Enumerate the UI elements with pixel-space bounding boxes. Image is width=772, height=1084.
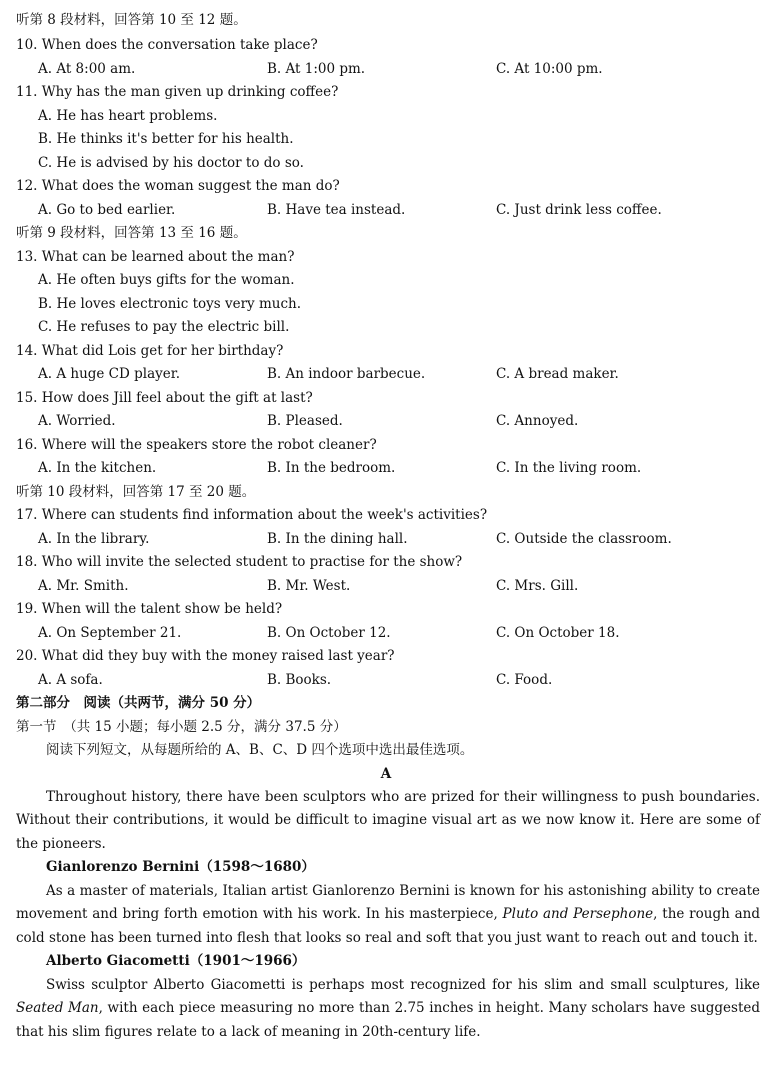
question-12-options	[38, 199, 760, 222]
bernini-paragraph	[16, 880, 760, 950]
q20-option-b: B. Books.	[267, 672, 332, 688]
question-20-stem: 20. What did they buy with the money raised last year?	[16, 648, 395, 664]
q18-option-c: C. Mrs. Gill.	[496, 578, 579, 594]
question-19-options	[38, 622, 760, 645]
q12-option-c: C. Just drink less coffee.	[496, 202, 662, 218]
giacometti-text-1: Swiss sculptor Alberto Giacometti is perhaps most recognized for his slim and small sculptures, like	[46, 977, 760, 993]
giacometti-work-title: Seated Man	[16, 1000, 99, 1017]
q17-option-b: B. In the dining hall.	[267, 531, 408, 547]
part-two-title: 第二部分 阅读（共两节，满分 50 分）	[16, 695, 261, 711]
q13-option-a: A. He often buys gifts for the woman.	[38, 272, 295, 288]
q20-option-a: A. A sofa.	[38, 672, 103, 688]
q10-option-c: C. At 10:00 pm.	[496, 61, 603, 77]
question-17-options	[38, 528, 760, 551]
q13-option-b: B. He loves electronic toys very much.	[38, 296, 301, 312]
section-heading-10: 听第 10 段材料，回答第 17 至 20 题。	[16, 484, 256, 500]
q16-option-b: B. In the bedroom.	[267, 460, 396, 476]
question-12-stem: 12. What does the woman suggest the man do?	[16, 178, 340, 194]
question-19-stem: 19. When will the talent show be held?	[16, 601, 283, 617]
q16-option-c: C. In the living room.	[496, 460, 642, 476]
question-15-options	[38, 410, 760, 433]
bernini-heading: Gianlorenzo Bernini（1598～1680）	[46, 859, 315, 875]
q17-option-a: A. In the library.	[38, 531, 150, 547]
bernini-text-2: , the rough and cold stone has been turned into flesh that looks so real and soft that you just want to reach out and touch it.	[16, 906, 760, 946]
q13-option-c: C. He refuses to pay the electric bill.	[38, 319, 290, 335]
bernini-work-title: Pluto and Persephone	[502, 906, 654, 923]
question-16-options	[38, 457, 760, 480]
section-one-title: 第一节 （共 15 小题；每小题 2.5 分，满分 37.5 分）	[16, 719, 347, 735]
section-heading-9: 听第 9 段材料，回答第 13 至 16 题。	[16, 225, 247, 241]
passage-label: A	[380, 766, 392, 782]
q10-option-b: B. At 1:00 pm.	[267, 61, 366, 77]
question-17-stem: 17. Where can students find information about the week's activities?	[16, 507, 488, 523]
bernini-text-1: As a master of materials, Italian artist Gianlorenzo Bernini is known for his astonishing ability to create movement and bring forth emotion with his work. In his masterpiece,	[16, 883, 760, 923]
question-20-options	[38, 669, 760, 692]
giacometti-paragraph	[16, 974, 760, 1044]
question-18-stem: 18. Who will invite the selected student to practise for the show?	[16, 554, 463, 570]
q19-option-c: C. On October 18.	[496, 625, 620, 641]
section-heading-8: 听第 8 段材料，回答第 10 至 12 题。	[16, 12, 247, 28]
passage-intro-paragraph: Throughout history, there have been sculptors who are prized for their willingness to push boundaries. Without their contributions, it would be difficult to imagine visual art as we now know it. Here are some of the pioneers.	[16, 789, 760, 852]
q15-option-b: B. Pleased.	[267, 413, 343, 429]
q11-option-c: C. He is advised by his doctor to do so.	[38, 155, 304, 171]
q11-option-a: A. He has heart problems.	[38, 108, 218, 124]
q17-option-c: C. Outside the classroom.	[496, 531, 672, 547]
q15-option-c: C. Annoyed.	[496, 413, 579, 429]
question-13-stem: 13. What can be learned about the man?	[16, 249, 295, 265]
question-14-stem: 14. What did Lois get for her birthday?	[16, 343, 284, 359]
question-10-options	[38, 58, 760, 81]
q19-option-b: B. On October 12.	[267, 625, 391, 641]
q18-option-a: A. Mr. Smith.	[38, 578, 129, 594]
q14-option-a: A. A huge CD player.	[38, 366, 181, 382]
giacometti-text-2: , with each piece measuring no more than 2.75 inches in height. Many scholars have suggested that his slim figures relate to a lack of meaning in 20th-century life.	[16, 1000, 761, 1040]
q11-option-b: B. He thinks it's better for his health.	[38, 131, 294, 147]
q12-option-b: B. Have tea instead.	[267, 202, 406, 218]
question-11-stem: 11. Why has the man given up drinking coffee?	[16, 84, 339, 100]
question-10-stem: 10. When does the conversation take place?	[16, 37, 318, 53]
q20-option-c: C. Food.	[496, 672, 553, 688]
giacometti-heading: Alberto Giacometti（1901～1966）	[46, 953, 306, 969]
question-15-stem: 15. How does Jill feel about the gift at last?	[16, 390, 313, 406]
q14-option-b: B. An indoor barbecue.	[267, 366, 426, 382]
q10-option-a: A. At 8:00 am.	[38, 61, 136, 77]
q16-option-a: A. In the kitchen.	[38, 460, 157, 476]
question-18-options	[38, 575, 760, 598]
q15-option-a: A. Worried.	[38, 413, 116, 429]
q19-option-a: A. On September 21.	[38, 625, 182, 641]
q12-option-a: A. Go to bed earlier.	[38, 202, 176, 218]
question-14-options	[38, 363, 760, 386]
q14-option-c: C. A bread maker.	[496, 366, 619, 382]
reading-instruction: 阅读下列短文，从每题所给的 A、B、C、D 四个选项中选出最佳选项。	[46, 742, 474, 758]
question-16-stem: 16. Where will the speakers store the robot cleaner?	[16, 437, 377, 453]
q18-option-b: B. Mr. West.	[267, 578, 351, 594]
